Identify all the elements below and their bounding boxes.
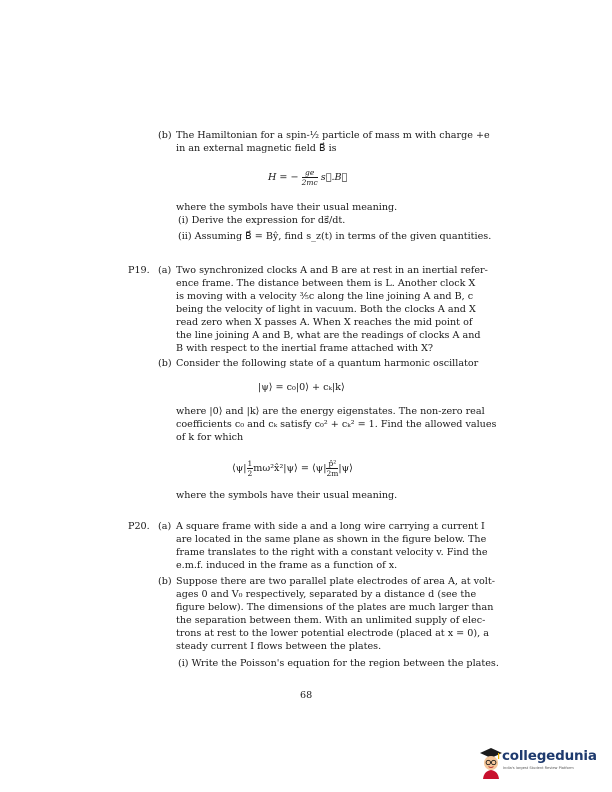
p19b-line-1: Consider the following state of a quantum harmonic oscillator [176, 358, 479, 369]
p19b-state-equation: |ψ⟩ = c₀|0⟩ + cₖ|k⟩ [258, 382, 345, 393]
logo-wordmark: collegedunia [502, 748, 597, 764]
p19b-line-3: coefficients c₀ and cₖ satisfy c₀² + cₖ² = 1. Find the allowed values [176, 419, 497, 430]
page-number: 68 [300, 690, 313, 701]
p20b-line-5: trons at rest to the lower potential electrode (placed at x = 0), a [176, 628, 489, 639]
p19b-label: (b) [158, 358, 172, 369]
p20b-line-3: figure below). The dimensions of the plates are much larger than [176, 602, 494, 613]
p18b-item-i: (i) Derive the expression for ds⃗/dt. [178, 215, 346, 226]
collegedunia-logo [478, 746, 596, 782]
eq-rhs: s⃗.B⃗ [320, 172, 348, 183]
p20a-line-2: are located in the same plane as shown in the figure below. The [176, 534, 487, 545]
p19a-label: (a) [158, 265, 172, 276]
eq-numerator: ge [302, 168, 318, 178]
p18b-label: (b) [158, 130, 172, 141]
p18b-line-3: where the symbols have their usual meaning. [176, 202, 398, 213]
p19-number: P19. [128, 265, 150, 276]
p20b-line-1: Suppose there are two parallel plate electrodes of area A, at volt- [176, 576, 495, 587]
logo-tagline: India's largest Student Review Platform [503, 766, 574, 770]
p19a-line-6: the line joining A and B, what are the readings of clocks A and [176, 330, 481, 341]
p19a-line-7: B with respect to the inertial frame attached with X? [176, 343, 434, 354]
eq2-p-den: 2m [326, 469, 339, 478]
p20a-line-3: frame translates to the right with a constant velocity v. Find the [176, 547, 488, 558]
p20b-item-i: (i) Write the Poisson's equation for the region between the plates. [178, 658, 499, 669]
p19a-line-1: Two synchronized clocks A and B are at rest in an inertial refer- [176, 265, 488, 276]
p19a-line-5: read zero when X passes A. When X reaches the mid point of [176, 317, 473, 328]
p20b-line-6: steady current I flows between the plates. [176, 641, 382, 652]
eq-denominator: 2mc [301, 178, 318, 187]
eq-fraction [302, 168, 318, 187]
p18b-line-1: The Hamiltonian for a spin-½ particle of mass m with charge +e [176, 130, 490, 141]
p20a-line-4: e.m.f. induced in the frame as a function of x. [176, 560, 398, 571]
p20-number: P20. [128, 521, 150, 532]
p20b-label: (b) [158, 576, 172, 587]
eq2-left: ⟨ψ| [232, 463, 247, 474]
eq2-right: |ψ⟩ [338, 463, 353, 474]
p18b-hamiltonian-equation [268, 168, 347, 187]
p19a-line-4: being the velocity of light in vacuum. Both the clocks A and X [176, 304, 476, 315]
p19a-line-2: ence frame. The distance between them is L. Another clock X [176, 278, 476, 289]
p19b-line-4: of k for which [176, 432, 244, 443]
p19b-line-5: where the symbols have their usual meaning. [176, 490, 398, 501]
eq-lhs: H = − [268, 172, 299, 183]
eq2-half-den: 2 [247, 469, 253, 478]
p19b-expectation-equation [232, 459, 353, 478]
p20a-label: (a) [158, 521, 172, 532]
eq2-half-num: 1 [247, 459, 253, 468]
p20b-line-2: ages 0 and V₀ respectively, separated by a distance d (see the [176, 589, 477, 600]
p18b-item-ii: (ii) Assuming B⃗ = Bŷ, find s_z(t) in terms of the given quantities. [178, 231, 492, 242]
p19a-line-3: is moving with a velocity ⅗c along the line joining A and B, c [176, 291, 474, 302]
eq2-mid: mω²x̂²|ψ⟩ = ⟨ψ| [253, 463, 327, 474]
p18b-line-2: in an external magnetic field B⃗ is [176, 143, 337, 154]
p20a-line-1: A square frame with side a and a long wire carrying a current I [176, 521, 485, 532]
p20b-line-4: the separation between them. With an unlimited supply of elec- [176, 615, 486, 626]
eq2-p-num: p̂² [326, 459, 338, 469]
eq2-p-fraction [326, 459, 338, 478]
graduate-mascot-icon [478, 746, 504, 780]
p19b-line-2: where |0⟩ and |k⟩ are the energy eigenstates. The non-zero real [176, 406, 485, 417]
